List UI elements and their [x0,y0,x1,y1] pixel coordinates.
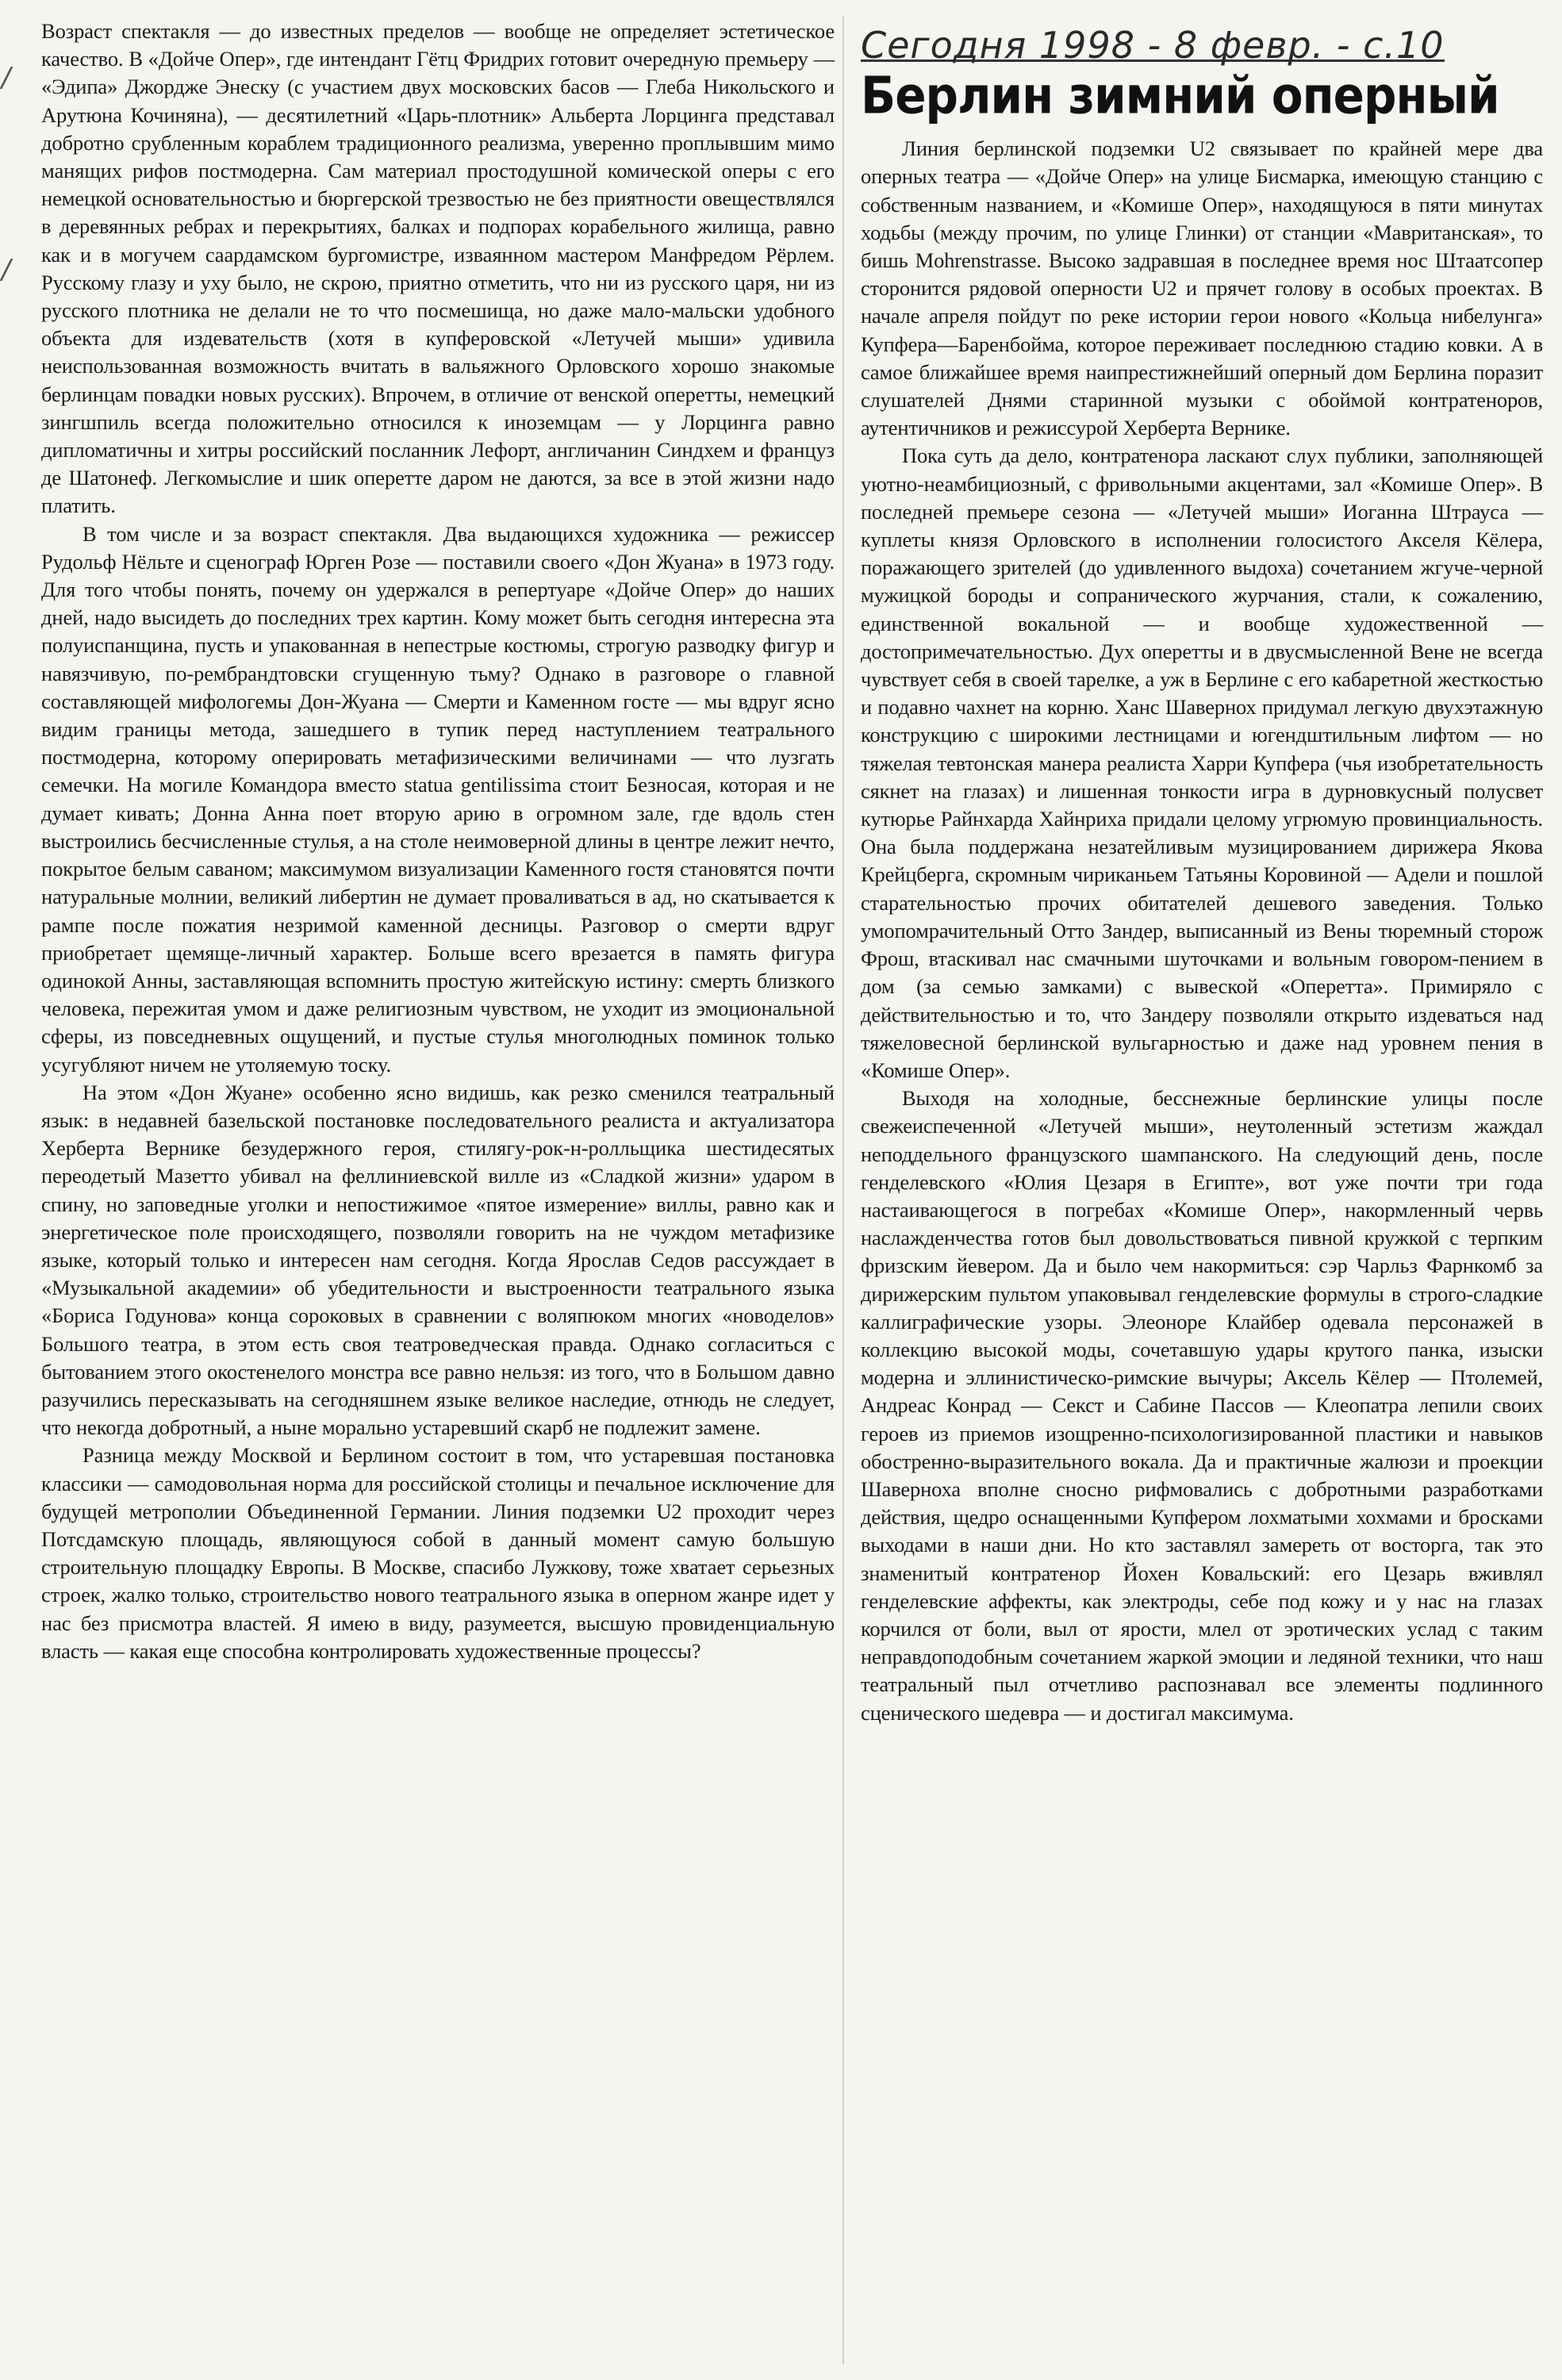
paragraph: Выходя на холодные, бесснежные берлинские улицы после свежеиспеченной «Летучей мыши», неутоленный эстетизм жаждал неподдельного французского шампанского. На следующий день, после генделевского «Юлия Цезаря в Египте», вот уже почти три года настаивающегося в погребах «Комише Опер», накормленный червь наслажденчества готов был довольствоваться пивной кружкой с терпким фризским йевером. Да и было чем накормиться: сэр Чарльз Фарнкомб за дирижерским пультом упаковывал генделевские формулы в строго-сладкие каллиграфические узоры. Элеоноре Клайбер одевала персонажей в коллекцию высокой моды, сочетавшую удары крутого панка, изыски модерна и эллинистическо-римские вычуры; Аксель Кёлер — Птолемей, Андреас Конрад — Секст и Сабине Пассов — Клеопатра лепили своих героев из приемов изощренно-психологизированной пластики и навыков обостренно-выразительного вокала. Да и практичные жалюзи и проекции Шаверноха вполне сносно рифмовались с добротными разработками действия, щедро оснащенными Купфером лохматыми хохмами и бросками выходами в наши дни. Но кто заставлял замереть от восторга, так это знаменитый контратенор Йохен Ковальский: его Цезарь вживлял генделевские аффекты, как электроды, себе под кожу и у нас на глазах корчился от боли, выл от ярости, млел от эротических услад с таким неправдоподобным сочетанием жаркой эмоции и ледяной техники, что наш театральный пыл отчетливо распознавал все элементы подлинного сценического шедевра — и достигал максимума. [861,1086,1543,1725]
left-column [41,17,835,1665]
column-divider [842,16,844,2364]
paragraph: Разница между Москвой и Берлином состоит в том, что устаревшая постановка классики — самодовольная норма для российской столицы и печальное исключение для будущей метрополии Объединенной Германии. Линия подземки U2 проходит через Потсдамскую площадь, являющуюся собой в данный момент самую большую строительную площадку Европы. В Москве, спасибо Лужкову, тоже хватает серьезных строек, жалко только, строительство нового театрального языка в оперном жанре идет у нас без присмотра властей. Я имею в виду, разумеется, высшую провиденциальную власть — какая еще способна контролировать художественные процессы? [41,1443,835,1663]
paragraph: Линия берлинской подземки U2 связывает по крайней мере два оперных театра — «Дойче Опер» на улице Бисмарка, имеющую станцию с собственным названием, и «Комише Опер», находящуюся в пяти минутах ходьбы (между прочим, по улице Глинки) от станции «Мавританская», то бишь Mohrenstrasse. Высоко задравшая в последнее время нос Штаатсопер сторонится рядовой оперности U2 и прячет голову в особых проектах. В начале апреля пойдут по реке истории герои нового «Кольца нибелунга» Купфера—Баренбойма, которое переживает последнюю стадию ковки. А в самое ближайшее время наипрестижнейший оперный дом Берлина поразит слушателей Днями старинной музыки с обоймой контратеноров, аутентичников и режиссурой Херберта Вернике. [861,136,1543,440]
handwritten-note: Сегодня 1998 - 8 февр. - с.10 [861,24,1445,67]
right-column [861,24,1543,1727]
paragraph: На этом «Дон Жуане» особенно ясно видишь, как резко сменился театральный язык: в недавней базельской постановке последовательного реалиста и актуализатора Херберта Вернике безудержного героя, стилягу-рок-н-ролльщика шестидесятых переодетый Мазетто убивал на феллиниевской вилле из «Сладкой жизни» ударом в спину, но заповедные уголки и непостижимое «пятое измерение» виллы, равно как и энергетическое поле происходящего, позволяли говорить на не чуждом метафизике языке, который только и интересен нам сегодня. Когда Ярослав Седов рассуждает в «Музыкальной академии» об убедительности и выстроенности театрального языка «Бориса Годунова» конца сороковых в сравнении с воляпюком многих «новоделов» Большого театра, в этом есть своя театроведческая правда. Однако согласиться с бытованием этого окостенелого монстра все равно нельзя: из того, что в Большом давно разучились пересказывать на сегодняшнем языке великое наследие, отнюдь не следует, что некогда добротный, а ныне морально устаревший скарб не подлежит замене. [41,1080,835,1440]
paragraph: В том числе и за возраст спектакля. Два выдающихся художника — режиссер Рудольф Нёльте и сценограф Юрген Розе — поставили своего «Дон Жуана» в 1973 году. Для того чтобы понять, почему он удержался в репертуаре «Дойче Опер» до наших дней, надо высидеть до последних трех картин. Кому может быть сегодня интересна эта полуиспанщина, пусть и упакованная в непестрые костюмы, строгую разводку фигур и навязчивую, по-рембрандтовски сгущенную тьму? Однако в разговоре о главной составляющей мифологемы Дон-Жуана — Смерти и Каменном госте — мы вдруг ясно видим границы метода, зашедшего в тупик перед наступлением театрального постмодерна, которому оперировать метафизическими величинами — что лузгать семечки. На могиле Командора вместо statua gentilissima стоит Безносая, которая и не думает кивать; Донна Анна поет вторую арию в огромном зале, где вдоль стен выстроились бесчисленные стулья, а на столе неимоверной длины в центре лежит нечто, покрытое белым саваном; максимумом визуализации Каменного гостя становятся почти натуральные молнии, великий либертин не думает проваливаться в ад, но скатывается к рампе после пожатия незримой каменной десницы. Разговор о смерти вдруг приобретает щемяще-личный характер. Больше всего врезается в память фигура одинокой Анны, заставляющая вспомнить простую житейскую истину: смерть близкого человека, пережитая умом и даже религиозным чувством, не уходит из эмоциональной сферы, из повседневных ощущений, и пустые стулья многолюдных поминок только усугубляют ничем не утоляемую тоску. [41,521,835,1077]
paragraph: Возраст спектакля — до известных пределов — вообще не определяет эстетическое качество. В «Дойче Опер», где интендант Гётц Фридрих готовит очередную премьеру — «Эдипа» Джордже Энеску (с участием двух московских басов — Глеба Никольского и Арутюна Кочиняна), — десятилетний «Царь-плотник» Альберта Лорцинга представал добротно срубленным кораблем традиционного реализма, уверенно проплывшим мимо манящих рифов постмодерна. Сам материал простодушной комической оперы с его немецкой основательностью и бюргерской трезвостью не без приятности овеществлялся в деревянных ребрах и перекрытиях, балках и подпорах корабельного жилища, равно как и в могучем саардамском бургомистре, изваянном мастером Манфредом Рёрлем. Русскому глазу и уху было, не скрою, приятно отметить, что ни из русского царя, ни из русского плотника не делали не то что посмешища, но даже мало-мальски удобного объекта для издевательств (хотя в купферовской «Летучей мыши» удивила неиспользованная возможность вчитать в вальяжного Орловского хорошо знакомые берлинцам повадки новых русских). Впрочем, в отличие от венской оперетты, немецкий зингшпиль всегда положительно относился к иноземцам — у Лорцинга равно дипломатичны и хитры российский посланник Лефорт, англичанин Синдхем и француз де Шатонеф. Легкомыслие и шик оперетте даром не даются, за все в этой жизни надо платить. [41,19,835,518]
article-headline: Берлин зимний оперный [861,66,1499,126]
paragraph: Пока суть да дело, контратенора ласкают слух публики, заполняющей уютно-неамбициозный, с фривольными акцентами, зал «Комише Опер». В последней премьере сезона — «Летучей мыши» Иоганна Штрауса — куплеты князя Орловского в исполнении голосистого Акселя Кёлера, поражающего зрителей (до удивленного выдоха) сочетанием жгуче-черной мужицкой бороды и сопранического журчания, стали, к сожалению, единственной вокальной — и вообще художественной — достопримечательностью. Дух оперетты и в двусмысленной Вене не всегда чувствует себя в своей тарелке, а уж в Берлине с его кабаретной жесткостью и подавно чахнет на корню. Ханс Шавернох придумал легкую двухэтажную конструкцию с широкими лестницами и югендштильным лифтом — но тяжелая тевтонская манера реалиста Харри Купфера (чья изобретательность сякнет на глазах) и лишенная тонкости игра в дурновкусный полусвет кутюрье Райнхарда Хайнриха придали целому угрюмую провинциальность. Она была поддержана незатейливым музицированием дирижера Якова Крейцберга, скромным чириканьем Татьяны Коровиной — Адели и пошлой старательностью прочих обитателей дешевого заведения. Только умопомрачительный Отто Зандер, выписанный из Вены тюремный сторож Фрош, втаскивал нас смачными шуточками и вольным говором-пением в дом (за семью замками) с вывеской «Оперетта». Примиряло с действительностью и то, что Зандеру позволяли открыто издеваться над тяжеловесной берлинской вульгарностью и даже над уровнем пения в «Комише Опер». [861,443,1543,1082]
margin-mark: / [2,62,11,94]
margin-mark: / [2,254,11,286]
